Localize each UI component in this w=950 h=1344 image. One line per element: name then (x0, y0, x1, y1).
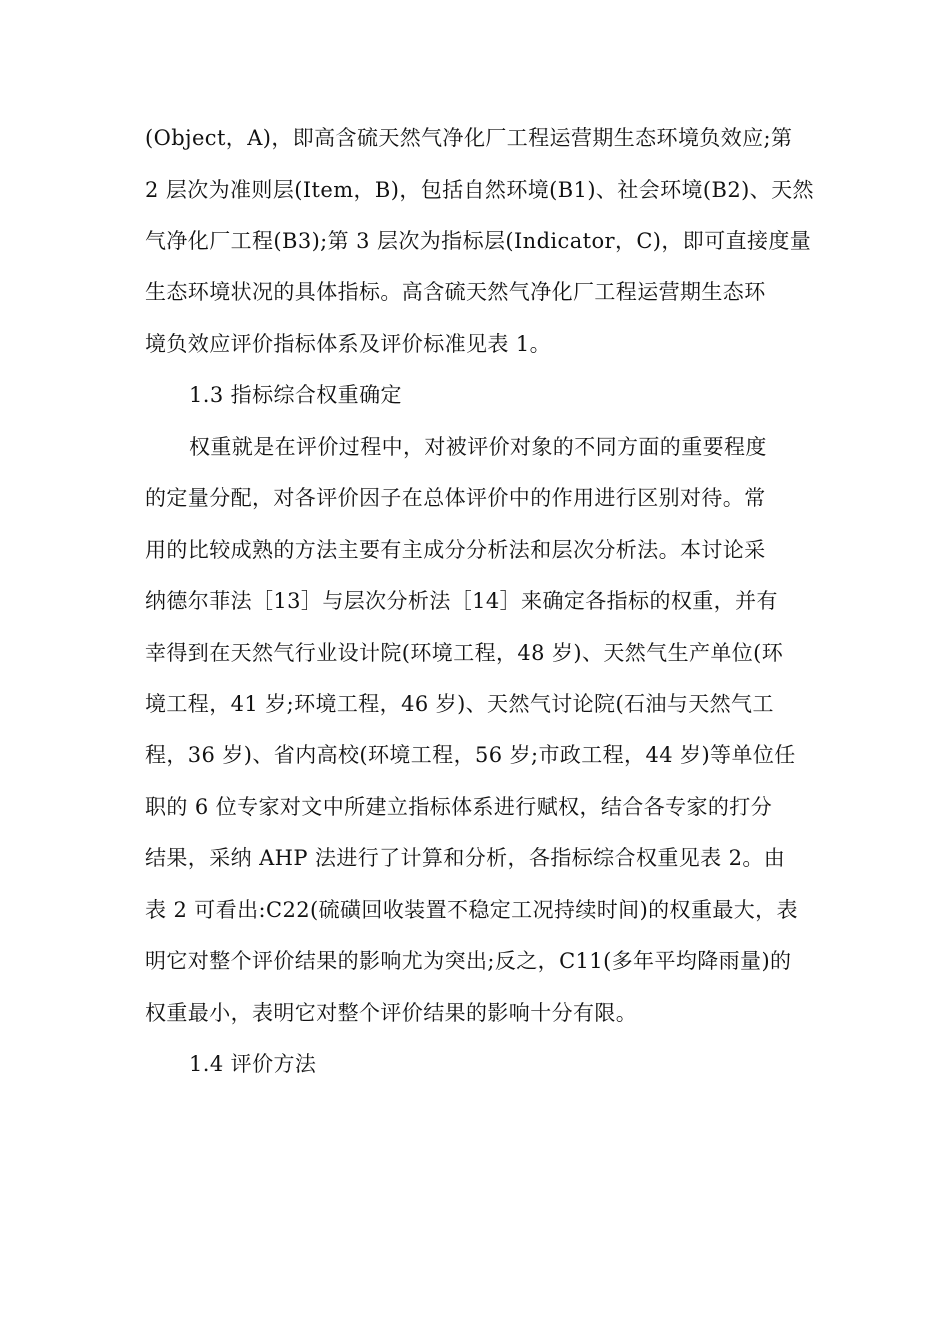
text-line: 职的 6 位专家对文中所建立指标体系进行赋权，结合各专家的打分 (145, 795, 773, 819)
text-line: 用的比较成熟的方法主要有主成分分析法和层次分析法。本讨论采 (145, 538, 766, 562)
text-line: 明它对整个评价结果的影响尤为突出;反之，C11(多年平均降雨量)的 (145, 949, 792, 973)
text-line: 幸得到在天然气行业设计院(环境工程，48 岁)、天然气生产单位(环 (145, 641, 784, 665)
text-line: (Object，A)，即高含硫天然气净化厂工程运营期生态环境负效应;第 (145, 126, 793, 150)
text-line: 境负效应评价指标体系及评价标准见表 1。 (145, 332, 552, 356)
text-line: 权重就是在评价过程中，对被评价对象的不同方面的重要程度 (189, 435, 767, 459)
section-heading: 1.3 指标综合权重确定 (189, 383, 402, 407)
text-line: 程，36 岁)、省内高校(环境工程，56 岁;市政工程，44 岁)等单位任 (145, 743, 796, 767)
section-heading: 1.4 评价方法 (189, 1052, 317, 1076)
text-line: 的定量分配，对各评价因子在总体评价中的作用进行区别对待。常 (145, 486, 766, 510)
text-line: 气净化厂工程(B3);第 3 层次为指标层(Indicator，C)，即可直接度量 (145, 229, 812, 253)
text-line: 境工程，41 岁;环境工程，46 岁)、天然气讨论院(石油与天然气工 (145, 692, 774, 716)
text-line: 权重最小，表明它对整个评价结果的影响十分有限。 (145, 1001, 638, 1025)
text-line: 表 2 可看出:C22(硫磺回收装置不稳定工况持续时间)的权重最大，表 (145, 898, 798, 922)
text-line: 结果，采纳 AHP 法进行了计算和分析，各指标综合权重见表 2。由 (145, 846, 786, 870)
text-line: 生态环境状况的具体指标。高含硫天然气净化厂工程运营期生态环 (145, 280, 766, 304)
text-line: 2 层次为准则层(Item，B)，包括自然环境(B1)、社会环境(B2)、天然 (145, 178, 814, 202)
text-line: 纳德尔菲法［13］与层次分析法［14］来确定各指标的权重，并有 (145, 589, 778, 613)
